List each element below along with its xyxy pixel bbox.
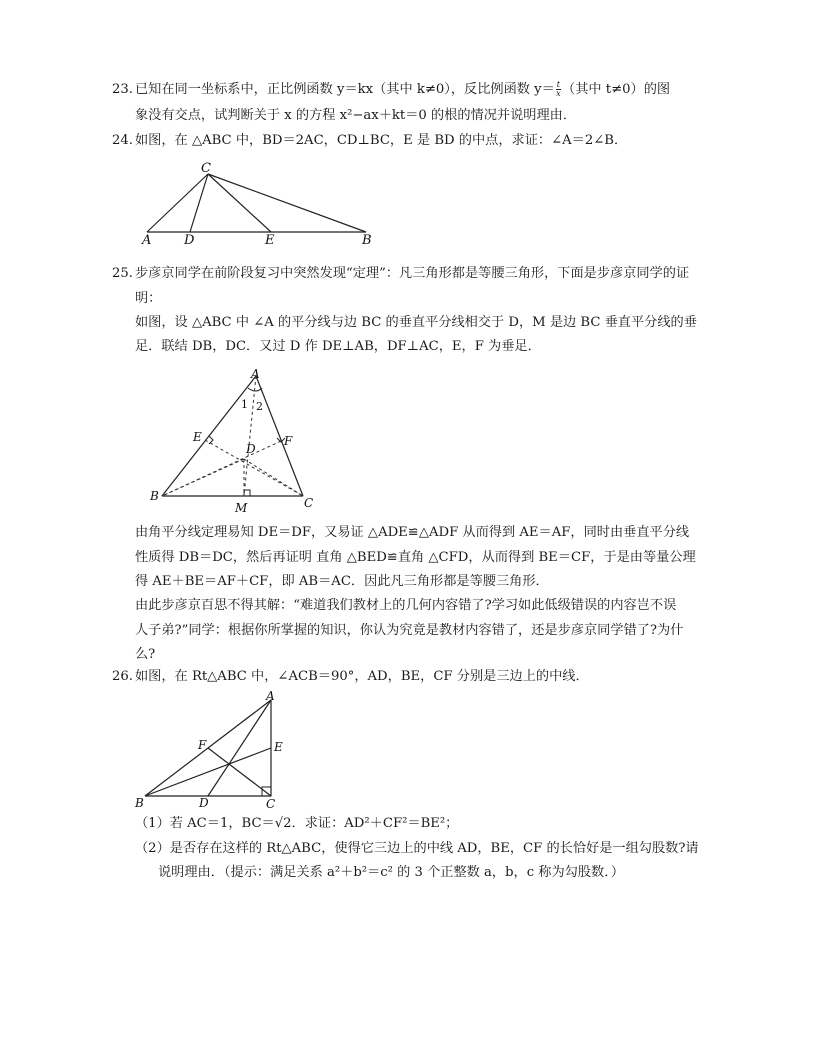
q24-label-a: A xyxy=(142,233,152,248)
q25-label-d: D xyxy=(246,442,256,456)
q25-number: 25. xyxy=(112,266,133,281)
q25-line5: 由角平分线定理易知 DE＝DF，又易证 △ADE≌△ADF 从而得到 AE＝AF，同时由垂直平分线 xyxy=(135,525,690,540)
q25-label-f: F xyxy=(284,434,293,448)
q25-label-angle1: 1 xyxy=(241,398,248,411)
q25-line2: 明： xyxy=(135,291,162,306)
q23-line2: 象没有交点，试判断关于 x 的方程 x²−ax＋kt＝0 的根的情况并说明理由． xyxy=(135,108,577,123)
q23-number: 23. xyxy=(112,82,133,97)
q24-number: 24. xyxy=(112,133,133,148)
q25-label-a: A xyxy=(251,367,260,381)
q25-line10: 么? xyxy=(135,647,156,662)
q25-label-angle2: 2 xyxy=(256,400,263,413)
q26-label-d: D xyxy=(199,796,209,810)
q24-label-e: E xyxy=(265,233,275,248)
q26-line1: 如图，在 Rt△ABC 中，∠ACB＝90°，AD，BE，CF 分别是三边上的中线． xyxy=(135,669,589,684)
q25-line1: 步彦京同学在前阶段复习中突然发现“定理”：凡三角形都是等腰三角形，下面是步彦京同学的证 xyxy=(135,266,690,281)
q23-line1a: 已知在同一坐标系中，正比例函数 y＝kx（其中 k≠0），反比例函数 y＝ xyxy=(135,82,555,97)
q25-label-m: M xyxy=(235,501,248,515)
q25-line6: 性质得 DB＝DC，然后再证明 直角 △BED≌直角 △CFD，从而得到 BE＝CF，于是由等量公理 xyxy=(135,550,696,565)
q25-line7: 得 AE＋BE＝AF＋CF，即 AB＝AC．因此凡三角形都是等腰三角形． xyxy=(135,574,549,589)
q26-number: 26. xyxy=(112,669,133,684)
q26-label-f: F xyxy=(198,738,207,752)
q24-label-c: C xyxy=(201,161,211,176)
q25-line3: 如图，设 △ABC 中 ∠A 的平分线与边 BC 的垂直平分线相交于 D，M 是边 BC 垂直平分线的垂 xyxy=(135,315,697,330)
q26-sub2a: （2）是否存在这样的 Rt△ABC，使得它三边上的中线 AD，BE，CF 的长恰好是一组勾股数?请 xyxy=(135,841,699,856)
q24-label-d: D xyxy=(184,233,195,248)
q26-median-be xyxy=(145,748,271,796)
q24-label-b: B xyxy=(362,233,372,248)
q23-frac-num: t xyxy=(556,80,561,89)
q25-label-e: E xyxy=(193,430,202,444)
q25-line4: 足．联结 DB，DC．又过 D 作 DE⊥AB，DF⊥AC，E，F 为垂足． xyxy=(135,339,541,354)
q26-median-ad xyxy=(208,700,271,796)
q26-label-a: A xyxy=(266,689,275,703)
q26-label-e: E xyxy=(274,740,283,754)
q26-label-b: B xyxy=(135,796,144,810)
q23-line1b: （其中 t≠0）的图 xyxy=(562,82,671,97)
q25-line8: 由此步彦京百思不得其解：“难道我们教材上的几何内容错了?学习如此低级错误的内容岂不误 xyxy=(135,598,677,613)
q26-sub1: （1）若 AC＝1，BC＝√2．求证：AD²＋CF²＝BE²； xyxy=(135,816,459,831)
q24-line1: 如图，在 △ABC 中，BD＝2AC，CD⊥BC，E 是 BD 的中点，求证：∠A＝2∠B． xyxy=(135,133,628,148)
q25-label-c: C xyxy=(304,496,314,510)
q25-label-b: B xyxy=(150,489,159,503)
q26-sub2b: 说明理由．（提示：满足关系 a²＋b²＝c² 的 3 个正整数 a，b，c 称为勾股数．） xyxy=(158,865,625,880)
q26-label-c: C xyxy=(266,797,276,811)
q23-frac-den: x xyxy=(556,89,561,98)
q25-line9: 人子弟?”同学：根据你所掌握的知识，你认为究竟是教材内容错了，还是步彦京同学错了?为什 xyxy=(135,623,684,638)
